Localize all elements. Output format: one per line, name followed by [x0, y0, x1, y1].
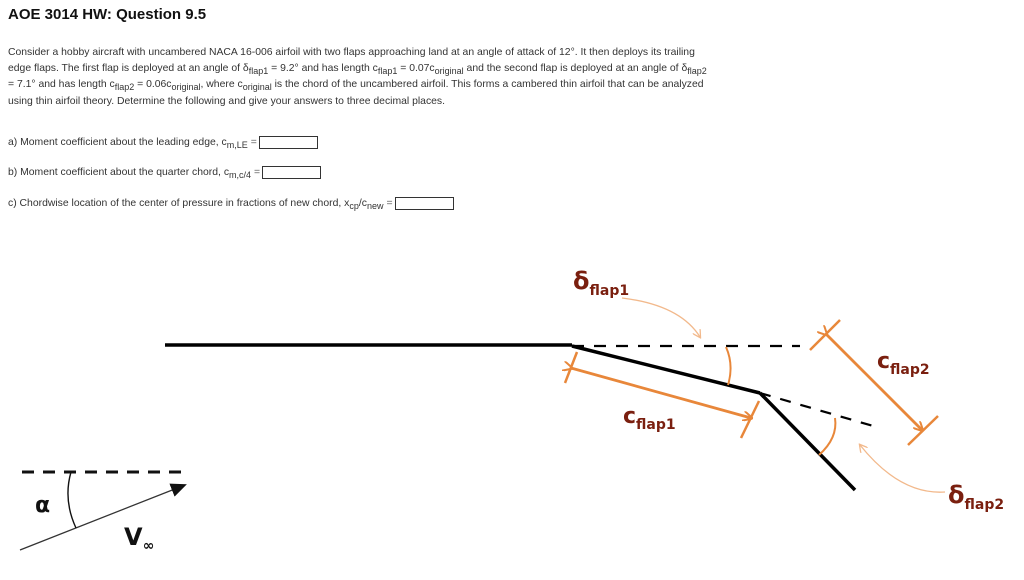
cflap1-label: cflap1	[623, 404, 676, 433]
flap1-line	[572, 346, 760, 393]
alpha-arc	[68, 472, 76, 528]
cflap1-tick-start	[565, 352, 577, 383]
delta-flap1-label: δflap1	[573, 267, 630, 299]
question-b: b) Moment coefficient about the quarter chord, $c_{m,c/4}$ =	[8, 166, 321, 179]
delta-flap1-arc	[726, 347, 731, 385]
problem-statement: Consider a hobby aircraft with uncambered NACA 16-006 airfoil with two flaps approaching land at an angle of attack of 12°. It then deploys its trailing edge flaps. The first flap is deployed at an angle of $\delta_{flap1} = 9.2^\circ$ and has length $c_{flap1} = 0.07c_{original}$ and the second flap is deployed at an angle of $\delta_{flap2} = 7.1^\circ$ and has length $c_{flap2} = 0.06c_{original}$, where $c_{original}$ is the chord of the uncambered airfoil. This forms a cambered thin airfoil that can be analyzed using thin airfoil theory. Determine the following and give your answers to three decimal places.	[8, 47, 707, 107]
delta-flap2-arc	[819, 418, 835, 455]
delta-flap2-leader	[860, 445, 945, 492]
delta-flap2-label: δflap2	[948, 481, 1005, 513]
question-a-label: a) Moment coefficient about the leading edge, $c_{m,LE}$	[8, 137, 248, 150]
cflap1-tick-end	[741, 401, 759, 438]
cflap2-tick-start	[810, 320, 840, 350]
question-c-label: c) Chordwise location of the center of pressure in fractions of new chord, $x_{cp}/c_{new}$	[8, 198, 384, 211]
alpha-label: α	[35, 493, 51, 518]
delta-flap1-leader	[622, 298, 700, 337]
cflap2-dimension-arrow	[826, 334, 922, 430]
cflap2-label: cflap2	[877, 349, 930, 378]
cflap1-dimension-arrow	[571, 368, 751, 418]
question-a: a) Moment coefficient about the leading edge, $c_{m,LE}$ =	[8, 136, 318, 149]
page-title: AOE 3014 HW: Question 9.5	[8, 6, 207, 23]
question-b-label: b) Moment coefficient about the quarter chord, $c_{m,c/4}$	[8, 167, 252, 180]
v-infinity-label: V∞	[124, 523, 155, 554]
question-c: c) Chordwise location of the center of pressure in fractions of new chord, $x_{cp}/c_{new}$ =	[8, 197, 454, 210]
